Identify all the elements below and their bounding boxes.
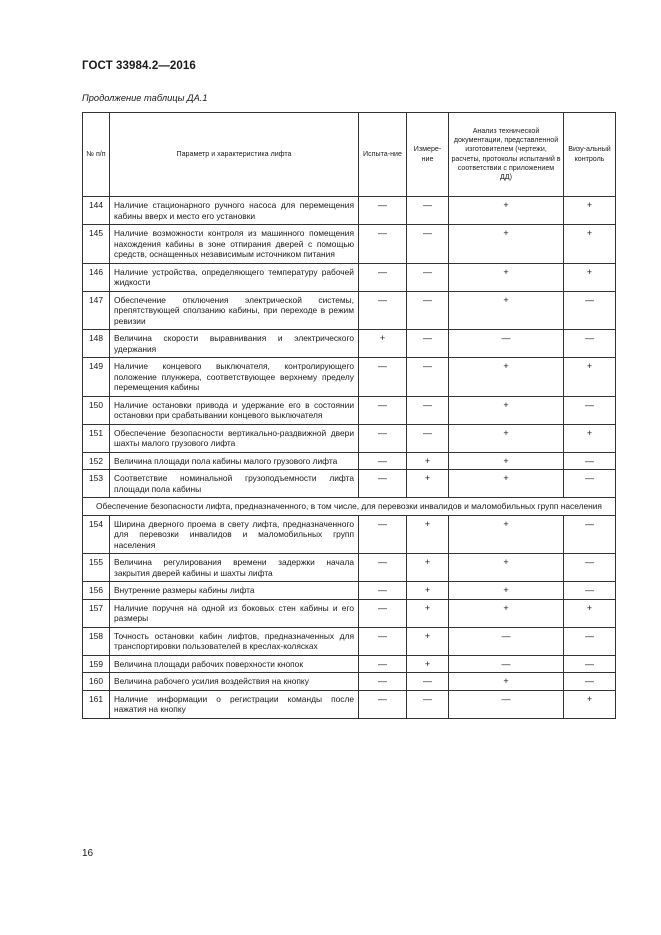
table-row <box>83 655 616 673</box>
table-row <box>83 690 616 718</box>
row-test-mark: — <box>359 673 407 691</box>
row-measure-mark: + <box>407 655 449 673</box>
section-heading: Обеспечение безопасности лифта, предназначенного, в том числе, для перевозки инвалидов и маломобильных групп населения <box>83 498 616 516</box>
row-visual-mark: + <box>564 263 616 291</box>
row-measure-mark: + <box>407 627 449 655</box>
table-row <box>83 291 616 330</box>
row-test-mark: — <box>359 599 407 627</box>
row-test-mark: — <box>359 225 407 264</box>
row-test-mark: — <box>359 291 407 330</box>
section-body <box>83 498 616 516</box>
row-measure-mark: + <box>407 470 449 498</box>
row-analysis-mark: — <box>449 330 564 358</box>
table-row <box>83 673 616 691</box>
row-number: 157 <box>83 599 110 627</box>
table-row <box>83 599 616 627</box>
row-number: 154 <box>83 515 110 554</box>
row-parameter: Величина рабочего усилия воздействия на кнопку <box>110 673 359 691</box>
row-measure-mark: — <box>407 330 449 358</box>
row-number: 150 <box>83 396 110 424</box>
table-row <box>83 627 616 655</box>
row-analysis-mark: + <box>449 470 564 498</box>
row-analysis-mark: + <box>449 554 564 582</box>
row-number: 156 <box>83 582 110 600</box>
row-number: 145 <box>83 225 110 264</box>
row-measure-mark: — <box>407 291 449 330</box>
table-row <box>83 424 616 452</box>
row-analysis-mark: + <box>449 424 564 452</box>
row-parameter: Наличие поручня на одной из боковых стен кабины и его размеры <box>110 599 359 627</box>
row-analysis-mark: + <box>449 599 564 627</box>
requirements-table <box>82 112 616 719</box>
row-test-mark: — <box>359 358 407 397</box>
row-test-mark: — <box>359 690 407 718</box>
row-analysis-mark: + <box>449 358 564 397</box>
row-number: 152 <box>83 452 110 470</box>
row-visual-mark: + <box>564 197 616 225</box>
row-measure-mark: + <box>407 452 449 470</box>
row-number: 161 <box>83 690 110 718</box>
table-row <box>83 582 616 600</box>
row-number: 155 <box>83 554 110 582</box>
row-visual-mark: — <box>564 291 616 330</box>
row-number: 153 <box>83 470 110 498</box>
row-parameter: Наличие концевого выключателя, контролирующего положение плунжера, соответствующее верхнему пределу перемещения кабины <box>110 358 359 397</box>
row-parameter: Величина площади пола кабины малого грузового лифта <box>110 452 359 470</box>
row-visual-mark: — <box>564 452 616 470</box>
row-visual-mark: — <box>564 515 616 554</box>
table-row <box>83 452 616 470</box>
page-number: 16 <box>82 848 94 859</box>
header-test: Испыта-ние <box>359 113 407 197</box>
row-number: 160 <box>83 673 110 691</box>
row-parameter: Наличие возможности контроля из машинного помещения нахождения кабины в зоне отпирания дверей с помощью средств, оснащенных независимым источником питания <box>110 225 359 264</box>
row-test-mark: + <box>359 330 407 358</box>
table-row <box>83 554 616 582</box>
row-number: 147 <box>83 291 110 330</box>
row-analysis-mark: + <box>449 263 564 291</box>
row-analysis-mark: — <box>449 690 564 718</box>
row-measure-mark: — <box>407 263 449 291</box>
row-measure-mark: + <box>407 599 449 627</box>
row-test-mark: — <box>359 627 407 655</box>
row-analysis-mark: + <box>449 225 564 264</box>
row-visual-mark: — <box>564 627 616 655</box>
row-measure-mark: + <box>407 515 449 554</box>
row-analysis-mark: + <box>449 673 564 691</box>
row-measure-mark: — <box>407 225 449 264</box>
table-body-part1 <box>83 197 616 498</box>
row-parameter: Точность остановки кабин лифтов, предназначенных для транспортировки пользователей в креслах-колясках <box>110 627 359 655</box>
row-visual-mark: — <box>564 554 616 582</box>
row-number: 144 <box>83 197 110 225</box>
row-parameter: Наличие устройства, определяющего температуру рабочей жидкости <box>110 263 359 291</box>
document-title: ГОСТ 33984.2—2016 <box>82 60 196 72</box>
row-visual-mark: + <box>564 225 616 264</box>
row-test-mark: — <box>359 554 407 582</box>
table-row <box>83 225 616 264</box>
row-visual-mark: + <box>564 424 616 452</box>
row-visual-mark: — <box>564 470 616 498</box>
row-test-mark: — <box>359 470 407 498</box>
header-visual: Визу-альный контроль <box>564 113 616 197</box>
row-parameter: Величина скорости выравнивания и электрического удержания <box>110 330 359 358</box>
header-measure: Измере-ние <box>407 113 449 197</box>
table-row <box>83 470 616 498</box>
row-visual-mark: + <box>564 599 616 627</box>
row-test-mark: — <box>359 396 407 424</box>
row-parameter: Наличие информации о регистрации команды после нажатия на кнопку <box>110 690 359 718</box>
row-parameter: Наличие остановки привода и удержание его в состоянии остановки при срабатывании концевого выключателя <box>110 396 359 424</box>
table-row <box>83 197 616 225</box>
row-test-mark: — <box>359 582 407 600</box>
row-test-mark: — <box>359 655 407 673</box>
row-measure-mark: — <box>407 673 449 691</box>
row-analysis-mark: — <box>449 655 564 673</box>
row-test-mark: — <box>359 263 407 291</box>
row-measure-mark: — <box>407 197 449 225</box>
table-row <box>83 396 616 424</box>
row-measure-mark: + <box>407 582 449 600</box>
row-visual-mark: — <box>564 673 616 691</box>
row-analysis-mark: + <box>449 582 564 600</box>
row-visual-mark: — <box>564 655 616 673</box>
row-analysis-mark: + <box>449 396 564 424</box>
row-measure-mark: — <box>407 424 449 452</box>
row-measure-mark: — <box>407 358 449 397</box>
row-number: 148 <box>83 330 110 358</box>
table-body-part2 <box>83 515 616 718</box>
header-param: Параметр и характеристика лифта <box>110 113 359 197</box>
table-row <box>83 330 616 358</box>
table-row <box>83 515 616 554</box>
table-row <box>83 358 616 397</box>
table-row <box>83 263 616 291</box>
row-visual-mark: + <box>564 358 616 397</box>
header-num: № п/п <box>83 113 110 197</box>
row-number: 158 <box>83 627 110 655</box>
row-number: 159 <box>83 655 110 673</box>
row-analysis-mark: + <box>449 515 564 554</box>
row-parameter: Внутренние размеры кабины лифта <box>110 582 359 600</box>
row-parameter: Ширина дверного проема в свету лифта, предназначенного для перевозки инвалидов и маломобильных групп населения <box>110 515 359 554</box>
row-number: 151 <box>83 424 110 452</box>
header-analysis: Анализ технической документации, представленной изготовителем (чертежи, расчеты, протоколы испытаний в соответствии с приложением ДД) <box>449 113 564 197</box>
row-test-mark: — <box>359 424 407 452</box>
row-parameter: Наличие стационарного ручного насоса для перемещения кабины вверх и место его установки <box>110 197 359 225</box>
row-analysis-mark: + <box>449 197 564 225</box>
row-number: 146 <box>83 263 110 291</box>
row-parameter: Соответствие номинальной грузоподъемности лифта площади пола кабины <box>110 470 359 498</box>
row-measure-mark: — <box>407 690 449 718</box>
row-parameter: Обеспечение безопасности вертикально-раздвижной двери шахты малого грузового лифта <box>110 424 359 452</box>
row-visual-mark: + <box>564 690 616 718</box>
row-visual-mark: — <box>564 396 616 424</box>
row-parameter: Величина площади рабочих поверхности кнопок <box>110 655 359 673</box>
row-parameter: Величина регулирования времени задержки начала закрытия дверей кабины и шахты лифта <box>110 554 359 582</box>
row-measure-mark: — <box>407 396 449 424</box>
row-parameter: Обеспечение отключения электрической системы, препятствующей сползанию кабины, при переходе в режим ревизии <box>110 291 359 330</box>
row-analysis-mark: — <box>449 627 564 655</box>
row-analysis-mark: + <box>449 452 564 470</box>
row-measure-mark: + <box>407 554 449 582</box>
row-number: 149 <box>83 358 110 397</box>
row-visual-mark: — <box>564 330 616 358</box>
row-test-mark: — <box>359 197 407 225</box>
row-analysis-mark: + <box>449 291 564 330</box>
table-caption: Продолжение таблицы ДА.1 <box>82 93 208 103</box>
row-visual-mark: — <box>564 582 616 600</box>
row-test-mark: — <box>359 515 407 554</box>
row-test-mark: — <box>359 452 407 470</box>
